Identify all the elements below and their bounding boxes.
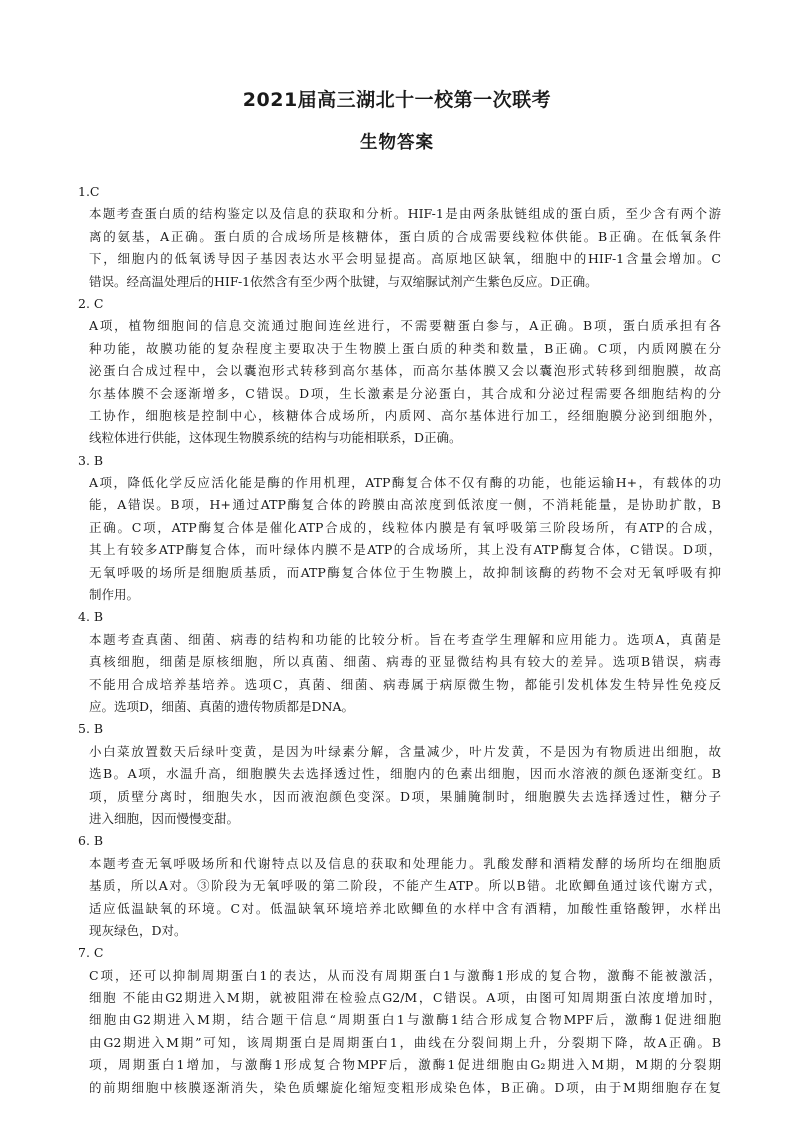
answer-text-line: 线粒体进行供能，这体现生物膜系统的结构与功能相联系，D正确。 (89, 430, 462, 446)
answer-5 (78, 718, 721, 830)
answer-number: 4. B (78, 609, 104, 625)
answer-text-line: 工协作，细胞核是控制中心，核糖体合成场所，内质网、高尔基体进行加工，经细胞膜分泌到细胞外， (89, 407, 721, 423)
answer-number: 1.C (78, 184, 100, 199)
answer-text-line: 的前期细胞中核膜逐渐消失，染色质螺旋化缩短变粗形成染色体，B正确。D项，由于M期细胞存在复 (89, 1079, 721, 1095)
answer-number: 6. B (78, 833, 104, 849)
answer-text-line: 尔基体膜不会逐渐增多，C错误。D项，生长激素是分泌蛋白，其合成和分泌过程需要各细胞结构的分 (89, 385, 721, 401)
answer-text-line: 下，细胞内的低氧诱导因子基因表达水平会明显提高。高原地区缺氧，细胞中的HIF-1含量会增加。C (89, 251, 721, 267)
answer-text-line: 进入细胞，因而慢慢变甜。 (89, 810, 240, 826)
answer-text-line: 无氧呼吸的场所是细胞质基质，而ATP酶复合体位于生物膜上，故抑制该酶的药物不会对无氧呼吸有抑 (89, 564, 721, 580)
answer-list (78, 181, 721, 1099)
answer-text-line: C项，还可以抑制周期蛋白1的表达，从而没有周期蛋白1与激酶1形成的复合物，激酶不能被激活， (89, 967, 721, 983)
answer-text-line: 项，周期蛋白1增加，与激酶1形成复合物MPF后，激酶1促进细胞由G₂期进入M期，M期的分裂期 (89, 1057, 721, 1073)
answer-text-line: 小白菜放置数天后绿叶变黄，是因为叶绿素分解，含量减少，叶片发黄，不是因为有物质进出细胞，故 (89, 743, 721, 759)
answer-number: 5. B (78, 721, 104, 737)
answer-4 (78, 606, 721, 718)
answer-text-line: 适应低温缺氧的环境。C对。低温缺氧环境培养北欧鲫鱼的水样中含有酒精，加酸性重铬酸钾，水样出 (89, 900, 721, 916)
answer-7 (78, 942, 721, 1099)
answer-text-line: 错误。经高温处理后的HIF-1依然含有至少两个肽键，与双缩脲试剂产生紫色反应。D正确。 (89, 273, 598, 289)
answer-text-line: 制作用。 (89, 587, 140, 603)
answer-text-line: 基质，所以A对。③阶段为无氧呼吸的第二阶段，不能产生ATP。所以B错。北欧鲫鱼通过该代谢方式， (89, 878, 721, 894)
answer-text-line: 泌蛋白合成过程中，会以囊泡形式转移到高尔基体，而高尔基体膜又会以囊泡形式转移到细胞膜，故高 (89, 363, 721, 379)
answer-1 (78, 181, 721, 293)
page-title: 2021届高三湖北十一校第一次联考 (242, 89, 552, 111)
answer-text-line: 由G2期进入M期”可知，该周期蛋白是周期蛋白1，曲线在分裂间期上升，分裂期下降，故A正确。B (89, 1034, 721, 1050)
answer-text-line: 选B。A项，水温升高，细胞膜失去选择透过性，细胞内的色素出细胞，因而水溶液的颜色逐渐变红。B (89, 766, 721, 782)
answer-text-line: 不能用合成培养基培养。选项C，真菌、细菌、病毒属于病原微生物，都能引发机体发生特异性免疫反 (89, 676, 721, 692)
answer-number: 2. C (78, 295, 104, 311)
answer-text-line: A项，植物细胞间的信息交流通过胞间连丝进行，不需要糖蛋白参与，A正确。B项，蛋白质承担有各 (89, 318, 721, 334)
answer-text-line: 离的氨基，A正确。蛋白质的合成场所是核糖体，蛋白质的合成需要线粒体供能。B正确。在低氧条件 (89, 228, 721, 244)
answer-text-line: 其上有较多ATP酶复合体，而叶绿体内膜不是ATP的合成场所，其上没有ATP酶复合体，C错误。D项， (89, 542, 721, 558)
answer-number: 7. C (78, 945, 104, 961)
answer-6 (78, 830, 721, 942)
answer-2 (78, 293, 721, 450)
answer-text-line: 能，A错误。B项，H+通过ATP酶复合体的跨膜由高浓度到低浓度一侧，不消耗能量，是协助扩散，B (89, 497, 721, 513)
answer-text-line: 细胞由G2期进入M期，结合题干信息“周期蛋白1与激酶1结合形成复合物MPF后，激酶1促进细胞 (89, 1012, 721, 1028)
answer-3 (78, 450, 721, 607)
answer-text-line: 正确。C项，ATP酶复合体是催化ATP合成的，线粒体内膜是有氧呼吸第三阶段场所，有ATP的合成， (89, 519, 721, 535)
answer-text-line: 细胞 不能由G2期进入M期，就被阻滞在检验点G2/M，C错误。A项，由图可知周期蛋白浓度增加时， (89, 990, 721, 1006)
answer-text-line: 真核细胞，细菌是原核细胞，所以真菌、细菌、病毒的亚显微结构具有较大的差异。选项B错误，病毒 (89, 654, 721, 670)
answer-text-line: 本题考查真菌、细菌、病毒的结构和功能的比较分析。旨在考查学生理解和应用能力。选项A，真菌是 (89, 631, 721, 647)
answer-text-line: 本题考查蛋白质的结构鉴定以及信息的获取和分析。HIF-1是由两条肽链组成的蛋白质，至少含有两个游 (89, 206, 721, 222)
answer-number: 3. B (78, 452, 104, 468)
answer-text-line: 本题考查无氧呼吸场所和代谢特点以及信息的获取和处理能力。乳酸发酵和酒精发酵的场所均在细胞质 (89, 855, 721, 871)
answer-text-line: 种功能，故膜功能的复杂程度主要取决于生物膜上蛋白质的种类和数量，B正确。C项，内质网膜在分 (89, 340, 721, 356)
answer-text-line: 现灰绿色，D对。 (89, 922, 187, 938)
answer-text-line: A项，降低化学反应活化能是酶的作用机理，ATP酶复合体不仅有酶的功能，也能运输H+，有载体的功 (89, 475, 721, 491)
answer-text-line: 项，质壁分离时，细胞失水，因而液泡颜色变深。D项，果脯腌制时，细胞膜失去选择透过性，糖分子 (89, 788, 721, 804)
answer-text-line: 应。选项D，细菌、真菌的遗传物质都是DNA。 (89, 698, 355, 714)
page-subtitle: 生物答案 (360, 133, 434, 153)
